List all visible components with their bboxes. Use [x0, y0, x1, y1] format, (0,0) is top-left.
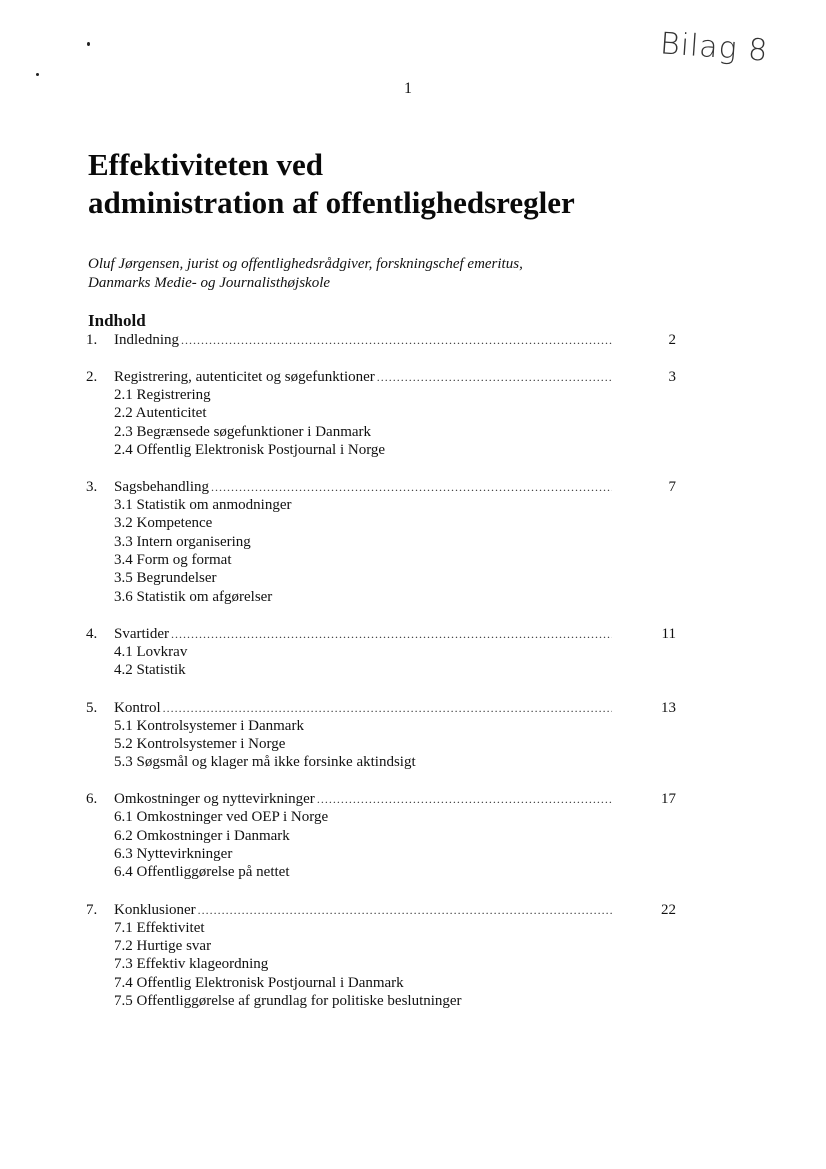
- chapter-title: Sagsbehandling: [114, 479, 209, 496]
- toc-subsection: 2.2 Autenticitet: [114, 405, 207, 422]
- chapter-number: 6.: [86, 791, 98, 808]
- document-title: [88, 146, 575, 222]
- toc-subsection: 6.4 Offentliggørelse på nettet: [114, 864, 290, 881]
- chapter-number: 5.: [86, 699, 98, 716]
- toc-subsection: 3.2 Kompetence: [114, 515, 213, 532]
- dot-leader: [181, 331, 612, 349]
- author-affiliation: Danmarks Medie- og Journalisthøjskole: [88, 275, 331, 291]
- toc-subsection: 3.5 Begrundelser: [114, 570, 217, 587]
- toc-chapter: [86, 699, 676, 772]
- chapter-title: Konklusioner: [114, 901, 196, 918]
- toc-subsection: 2.1 Registrering: [114, 387, 211, 403]
- chapter-number: 4.: [86, 625, 98, 642]
- chapter-page-number: 11: [661, 625, 676, 642]
- toc-chapter: [86, 331, 676, 349]
- toc-subsection: 2.3 Begrænsede søgefunktioner i Danmark: [114, 423, 372, 440]
- toc-subsection: 7.5 Offentliggørelse af grundlag for politiske beslutninger: [114, 992, 462, 1009]
- dot-leader: [198, 901, 612, 919]
- scan-speck: [36, 73, 39, 76]
- toc-subsection: 7.4 Offentlig Elektronisk Postjournal i Danmark: [114, 974, 404, 991]
- toc-subsection: 2.4 Offentlig Elektronisk Postjournal i Norge: [114, 441, 386, 458]
- chapter-page-number: 13: [661, 699, 676, 716]
- toc-subsection: 6.3 Nyttevirkninger: [114, 846, 233, 863]
- table-of-contents: [86, 331, 676, 1029]
- toc-chapter: [86, 901, 676, 1010]
- toc-chapter-row: [86, 901, 676, 919]
- toc-subsection: 7.2 Hurtige svar: [114, 937, 212, 954]
- toc-subsection: 7.3 Effektiv klageordning: [114, 956, 269, 973]
- toc-subsection: 7.1 Effektivitet: [114, 919, 205, 936]
- toc-subsection: 6.1 Omkostninger ved OEP i Norge: [114, 809, 329, 826]
- dot-leader: [171, 625, 612, 643]
- toc-chapter-row: [86, 368, 676, 386]
- chapter-page-number: 22: [661, 901, 676, 918]
- toc-subsection: 5.2 Kontrolsystemer i Norge: [114, 735, 286, 752]
- toc-subsection: 3.1 Statistik om anmodninger: [114, 497, 292, 514]
- chapter-page-number: 2: [668, 332, 676, 348]
- toc-subsection: 3.6 Statistik om afgørelser: [114, 588, 273, 605]
- dot-leader: [211, 478, 612, 496]
- toc-heading: Indhold: [88, 311, 146, 330]
- toc-subsection: 4.1 Lovkrav: [114, 643, 188, 660]
- chapter-number: 3.: [86, 479, 98, 496]
- chapter-title: Svartider: [114, 625, 169, 642]
- toc-chapter: [86, 790, 676, 881]
- chapter-number: 2.: [86, 369, 98, 385]
- toc-chapter: [86, 368, 676, 459]
- toc-subsection: 4.2 Statistik: [114, 662, 186, 679]
- chapter-number: 7.: [86, 901, 98, 918]
- chapter-page-number: 7: [668, 479, 676, 496]
- toc-chapter: [86, 625, 676, 680]
- toc-subsection: 5.1 Kontrolsystemer i Danmark: [114, 717, 304, 734]
- chapter-page-number: 17: [661, 791, 676, 808]
- page-number: 1: [404, 80, 412, 97]
- author-line: [88, 255, 523, 293]
- toc-chapter-row: [86, 331, 676, 349]
- toc-chapter-row: [86, 790, 676, 808]
- toc-subsection: 6.2 Omkostninger i Danmark: [114, 827, 290, 844]
- dot-leader: [377, 368, 612, 386]
- chapter-page-number: 3: [668, 369, 676, 385]
- chapter-title: Kontrol: [114, 699, 161, 716]
- toc-chapter-row: [86, 625, 676, 643]
- title-line: administration af offentlighedsregler: [88, 185, 575, 220]
- chapter-title: Omkostninger og nyttevirkninger: [114, 791, 315, 808]
- chapter-number: 1.: [86, 332, 98, 348]
- scan-speck: [87, 42, 90, 46]
- title-line: Effektiviteten ved: [88, 147, 324, 182]
- toc-subsection: 3.3 Intern organisering: [114, 533, 251, 550]
- toc-subsection: 3.4 Form og format: [114, 552, 232, 569]
- author-text: Oluf Jørgensen, jurist og offentlighedsrådgiver, forskningschef emeritus,: [88, 256, 523, 272]
- dot-leader: [317, 790, 612, 808]
- toc-chapter-row: [86, 699, 676, 717]
- toc-subsection: 5.3 Søgsmål og klager må ikke forsinke aktindsigt: [114, 754, 416, 771]
- toc-chapter-row: [86, 478, 676, 496]
- handwritten-margin-note: Bilag 8: [658, 26, 770, 69]
- chapter-title: Indledning: [114, 332, 179, 348]
- toc-chapter: [86, 478, 676, 606]
- chapter-title: Registrering, autenticitet og søgefunktioner: [114, 369, 375, 385]
- dot-leader: [163, 699, 612, 717]
